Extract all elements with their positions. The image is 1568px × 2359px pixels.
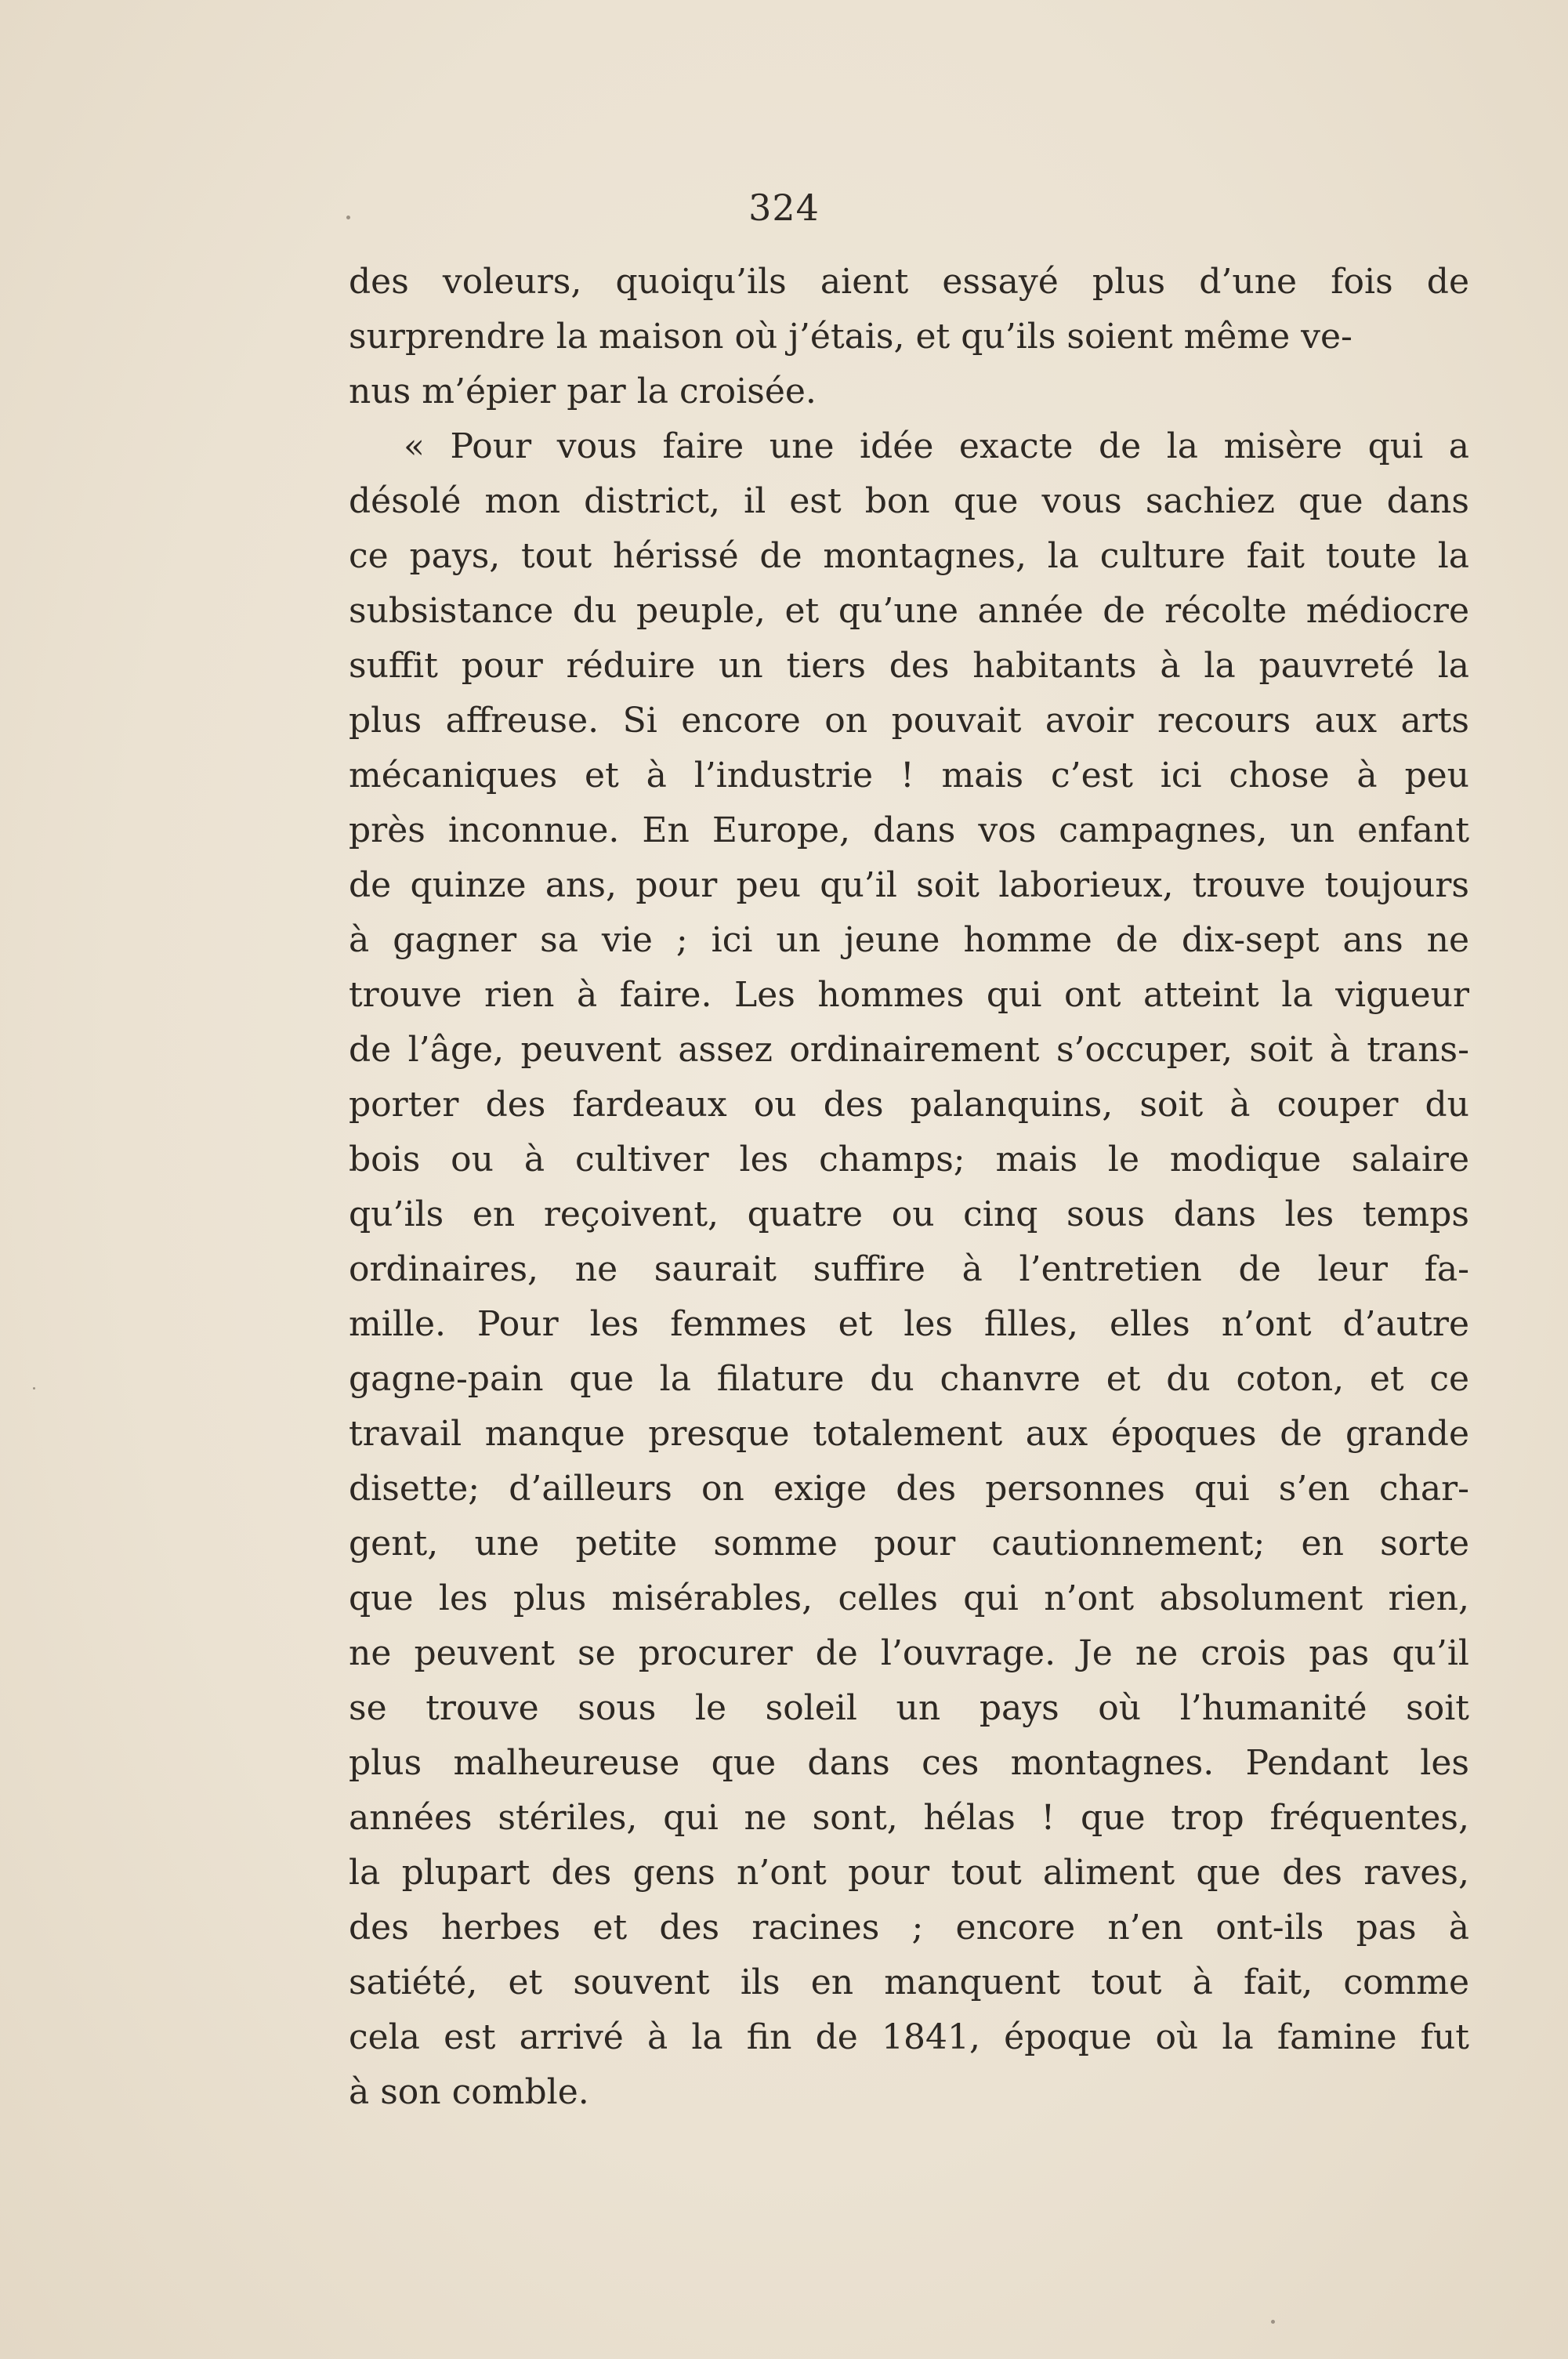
- text-line: à gagner sa vie ; ici un jeune homme de dix-sept ans ne: [349, 920, 1469, 960]
- text-line: qu’ils en reçoivent, quatre ou cinq sous dans les temps: [349, 1194, 1469, 1234]
- paper-speck: [1271, 2320, 1275, 2324]
- text-line: plus malheureuse que dans ces montagnes. Pendant les: [349, 1743, 1469, 1783]
- text-line: désolé mon district, il est bon que vous sachiez que dans: [349, 481, 1469, 521]
- text-line: ne peuvent se procurer de l’ouvrage. Je ne crois pas qu’il: [349, 1633, 1469, 1673]
- text-line: porter des fardeaux ou des palanquins, soit à couper du: [349, 1085, 1469, 1125]
- text-line: des voleurs, quoiqu’ils aient essayé plus d’une fois de: [349, 262, 1469, 302]
- text-line: disette; d’ailleurs on exige des personnes qui s’en char-: [349, 1469, 1469, 1509]
- text-line: mécaniques et à l’industrie ! mais c’est ici chose à peu: [349, 756, 1469, 795]
- text-line: des herbes et des racines ; encore n’en ont-ils pas à: [349, 1908, 1469, 1948]
- text-line: que les plus misérables, celles qui n’ont absolument rien,: [349, 1578, 1469, 1618]
- text-line: surprendre la maison où j’étais, et qu’ils soient même ve-: [349, 317, 1353, 357]
- text-line: cela est arrivé à la fin de 1841, époque où la famine fut: [349, 2017, 1469, 2057]
- text-line: « Pour vous faire une idée exacte de la misère qui a: [404, 426, 1469, 466]
- paper-speck: [346, 216, 350, 219]
- text-line: plus affreuse. Si encore on pouvait avoir recours aux arts: [349, 701, 1469, 741]
- text-line: ordinaires, ne saurait suffire à l’entretien de leur fa-: [349, 1249, 1469, 1289]
- text-line: gent, une petite somme pour cautionnement; en sorte: [349, 1524, 1469, 1564]
- text-line: années stériles, qui ne sont, hélas ! que trop fréquentes,: [349, 1798, 1469, 1838]
- page-number: 324: [748, 187, 820, 229]
- body-text: [349, 255, 1469, 2120]
- text-line: de l’âge, peuvent assez ordinairement s’occuper, soit à trans-: [349, 1030, 1469, 1070]
- text-line: travail manque presque totalement aux époques de grande: [349, 1414, 1469, 1454]
- text-line: se trouve sous le soleil un pays où l’humanité soit: [349, 1688, 1469, 1728]
- text-line: mille. Pour les femmes et les filles, elles n’ont d’autre: [349, 1304, 1469, 1344]
- text-line: gagne-pain que la filature du chanvre et du coton, et ce: [349, 1359, 1469, 1399]
- text-line: bois ou à cultiver les champs; mais le modique salaire: [349, 1140, 1469, 1180]
- text-line: subsistance du peuple, et qu’une année de récolte médiocre: [349, 591, 1469, 631]
- text-line: nus m’épier par la croisée.: [349, 371, 817, 411]
- text-line: de quinze ans, pour peu qu’il soit laborieux, trouve toujours: [349, 865, 1469, 905]
- text-line: la plupart des gens n’ont pour tout aliment que des raves,: [349, 1853, 1469, 1893]
- text-line: ce pays, tout hérissé de montagnes, la culture fait toute la: [349, 536, 1469, 576]
- text-line: satiété, et souvent ils en manquent tout à fait, comme: [349, 1962, 1469, 2002]
- text-line: à son comble.: [349, 2072, 589, 2112]
- paper-speck: [33, 1387, 35, 1390]
- text-line: près inconnue. En Europe, dans vos campagnes, un enfant: [349, 810, 1469, 850]
- text-line: suffit pour réduire un tiers des habitants à la pauvreté la: [349, 646, 1469, 686]
- text-line: trouve rien à faire. Les hommes qui ont atteint la vigueur: [349, 975, 1469, 1015]
